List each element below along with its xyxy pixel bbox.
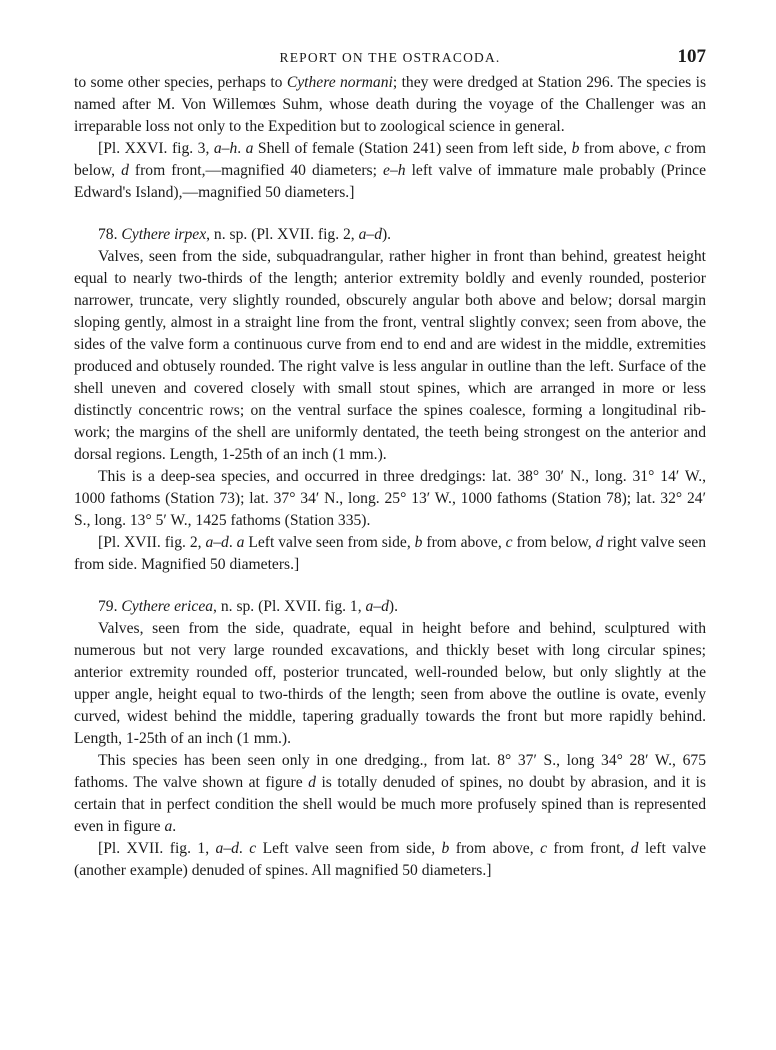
plate-caption-xxvi: [Pl. XXVI. fig. 3, a–h. a Shell of female (Station 241) seen from left side, b from above, c from below, d from front,—magnified 40 diameters; e–h left valve of immature male probably (Prince Edward's Island),—magnified 50 diameters.] bbox=[74, 140, 707, 201]
plate-caption-xvii-fig1: [Pl. XVII. fig. 1, a–d. c Left valve seen from side, b from above, c from front, d left valve (another example) denuded of spines. All magnified 50 diameters.] bbox=[74, 840, 706, 879]
species-heading-79: 79. Cythere ericea, n. sp. (Pl. XVII. fig. 1, a–d). bbox=[98, 598, 398, 615]
running-header bbox=[74, 46, 706, 72]
species-heading-78: 78. Cythere irpex, n. sp. (Pl. XVII. fig. 2, a–d). bbox=[98, 226, 392, 243]
page bbox=[74, 46, 706, 882]
page-number: 107 bbox=[677, 46, 706, 67]
species-78-description: Valves, seen from the side, subquadrangular, rather higher in front than behind, greatest height equal to nearly two-thirds of the length; anterior extremity boldly and evenly rounded, posterior narrower, truncate, very slightly rounded, obscurely angular both above and below; dorsal margin sloping gently, almost in a straight line from the front, ventral slightly convex; seen from above, the sides of the valve form a continuous curve from end to end and are widest in the middle, extremities produced and obtusely rounded. The right valve is less angular in outline than the left. Surface of the shell uneven and covered closely with small stout spines, which are arranged in more or less distinctly concentric rows; on the ventral surface the spines coalesce, forming a longitudinal rib-work; the margins of the shell are uniformly dentated, the teeth being strongest on the anterior and dorsal regions. Length, 1-25th of an inch (1 mm.). bbox=[74, 248, 706, 463]
plate-caption-xvii-fig2: [Pl. XVII. fig. 2, a–d. a Left valve seen from side, b from above, c from below, d right valve seen from side. Magnified 50 diameters.] bbox=[74, 534, 707, 573]
body-text bbox=[74, 72, 706, 882]
species-79-description: Valves, seen from the side, quadrate, equal in height before and behind, sculptured with numerous but not very large rounded excavations, and thickly beset with long circular spines; anterior extremity rounded off, posterior truncated, well-rounded below, but only slightly at the upper angle, height equal to two-thirds of the length; seen from above the outline is ovate, evenly curved, widest behind the middle, tapering gradually towards the front but more rapidly behind. Length, 1-25th of an inch (1 mm.). bbox=[74, 620, 706, 747]
species-78-distribution: This is a deep-sea species, and occurred in three dredgings: lat. 38° 30′ N., long. 31° 14′ W., 1000 fathoms (Station 73); lat. 37° 34′ N., long. 25° 13′ W., 1000 fathoms (Station 78); lat. 32° 24′ S., long. 13° 5′ W., 1425 fathoms (Station 335). bbox=[74, 468, 706, 529]
species-79-distribution: This species has been seen only in one dredging., from lat. 8° 37′ S., long 34° 28′ W., 675 fathoms. The valve shown at figure d is totally denuded of spines, no doubt by abrasion, and it is certain that in perfect condition the shell would be much more profusely spined than is represented even in figure a. bbox=[74, 752, 707, 835]
running-title: REPORT ON THE OSTRACODA. bbox=[279, 50, 501, 65]
carryover-paragraph: to some other species, perhaps to Cythere normani; they were dredged at Station 296. The species is named after M. Von Willemœs Suhm, whose death during the voyage of the Challenger was an irreparable loss not only to the Expedition but to zoological science in general. bbox=[74, 74, 707, 135]
